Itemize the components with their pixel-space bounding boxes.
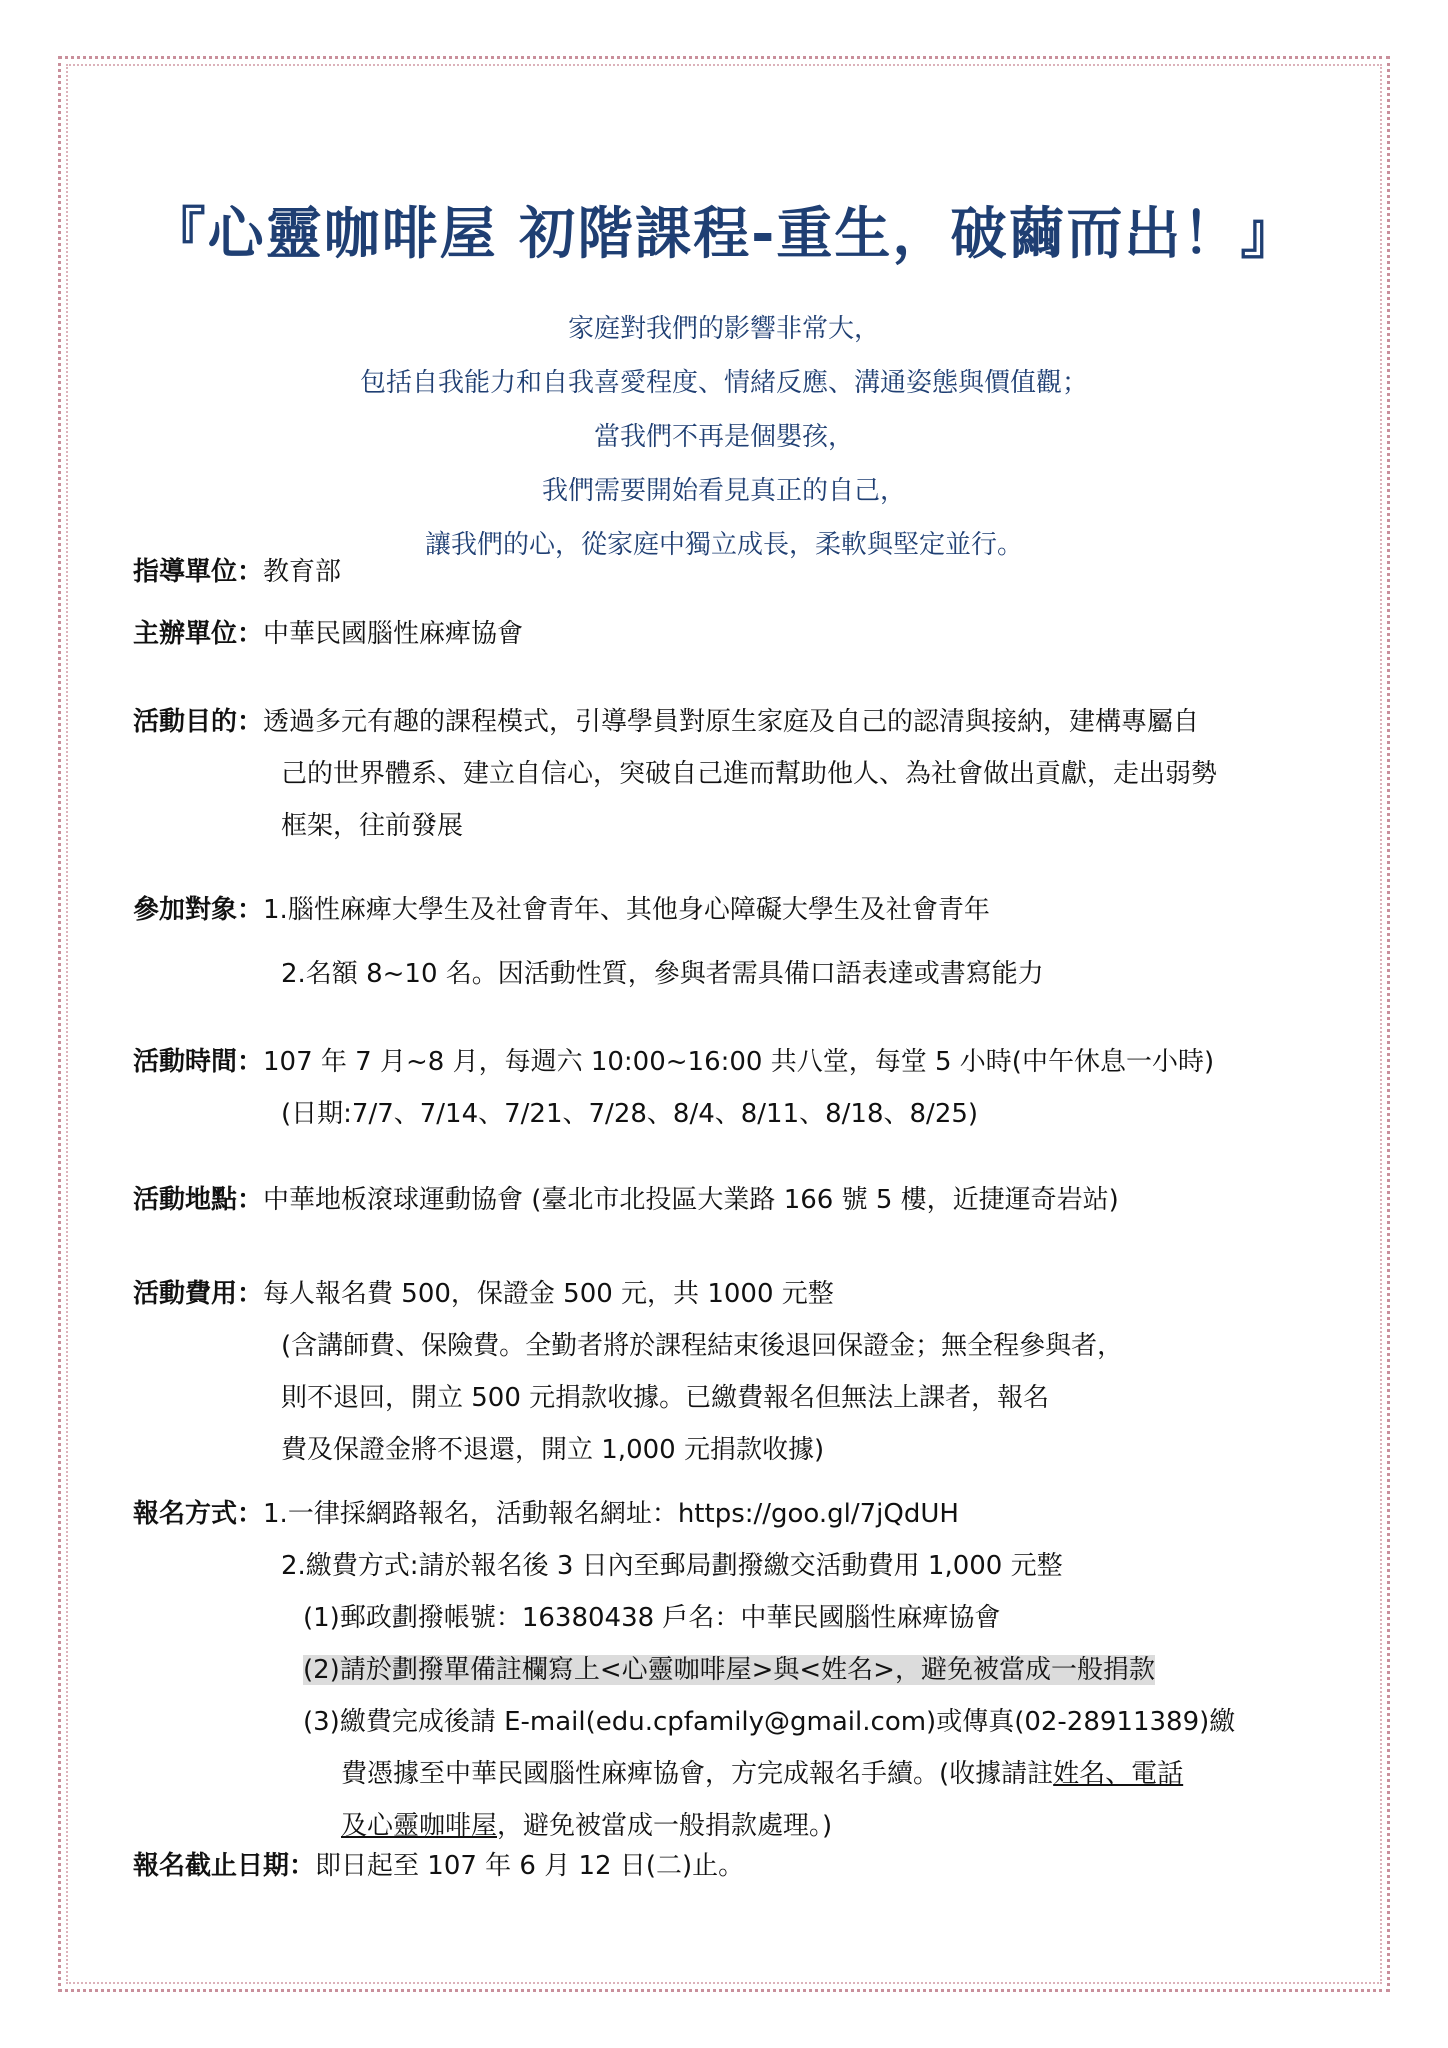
registration-url-line: 1.一律採網路報名，活動報名網址：https://goo.gl/7jQdUH (263, 1499, 959, 1529)
location-section (133, 1174, 1333, 1226)
target-item: 2.名額 8~10 名。因活動性質，參與者需具備口語表達或書寫能力 (281, 959, 1044, 989)
time-label: 活動時間： (133, 1047, 264, 1077)
intro-line: 讓我們的心，從家庭中獨立成長，柔軟與堅定並行。 (424, 530, 1023, 560)
purpose-line: 己的世界體系、建立自信心，突破自己進而幫助他人、為社會做出貢獻，走出弱勢 (281, 759, 1218, 789)
fee-section (133, 1268, 1333, 1476)
intro-line: 家庭對我們的影響非常大， (567, 314, 880, 344)
registration-note-line: (2)請於劃撥單備註欄寫上<心靈咖啡屋>與<姓名>，避免被當成一般捐款 (303, 1655, 1155, 1685)
purpose-line: 框架，往前發展 (281, 811, 464, 841)
registration-label: 報名方式： (133, 1499, 264, 1529)
guide-section (133, 546, 1333, 598)
fee-line: 費及保證金將不退還，開立 1,000 元捐款收據) (281, 1435, 825, 1465)
deadline-section (133, 1840, 1333, 1892)
registration-proof-underlined: 及心靈咖啡屋 (341, 1811, 498, 1841)
registration-proof-line: 費憑據至中華民國腦性麻痺協會，方完成報名手續。(收據請註 (341, 1759, 1054, 1789)
guide-value: 教育部 (263, 557, 342, 587)
registration-proof-line: ，避免被當成一般捐款處理。) (497, 1811, 833, 1841)
organizer-value: 中華民國腦性麻痺協會 (263, 619, 524, 649)
registration-section (133, 1488, 1333, 1852)
fee-line: 每人報名費 500，保證金 500 元，共 1000 元整 (263, 1279, 834, 1309)
guide-label: 指導單位： (133, 557, 264, 587)
intro-line: 我們需要開始看見真正的自己， (541, 476, 906, 506)
target-section (133, 884, 1333, 1000)
intro-line: 包括自我能力和自我喜愛程度、情緒反應、溝通姿態與價值觀； (359, 368, 1088, 398)
location-label: 活動地點： (133, 1185, 264, 1215)
fee-line: 則不退回，開立 500 元捐款收據。已繳費報名但無法上課者，報名 (281, 1383, 1050, 1413)
purpose-section (133, 696, 1333, 852)
purpose-label: 活動目的： (133, 707, 264, 737)
time-section (133, 1036, 1333, 1140)
registration-payment-line: 2.繳費方式:請於報名後 3 日內至郵局劃撥繳交活動費用 1,000 元整 (281, 1551, 1063, 1581)
registration-proof-line: (3)繳費完成後請 E-mail(edu.cpfamily@gmail.com)或傳真(02-28911389)繳 (303, 1707, 1236, 1737)
fee-line: (含講師費、保險費。全勤者將於課程結束後退回保證金；無全程參與者， (281, 1331, 1124, 1361)
deadline-value: 即日起至 107 年 6 月 12 日(二)止。 (315, 1851, 745, 1881)
purpose-line: 透過多元有趣的課程模式，引導學員對原生家庭及自己的認清與接納，建構專屬自 (263, 707, 1200, 737)
target-item: 1.腦性麻痺大學生及社會青年、其他身心障礙大學生及社會青年 (263, 895, 990, 925)
location-value: 中華地板滾球運動協會 (臺北市北投區大業路 166 號 5 樓，近捷運奇岩站) (263, 1185, 1119, 1215)
organizer-label: 主辦單位： (133, 619, 264, 649)
registration-account-line: (1)郵政劃撥帳號：16380438 戶名：中華民國腦性麻痺協會 (303, 1603, 1001, 1633)
intro-line: 當我們不再是個嬰孩， (593, 422, 854, 452)
page-title: 『心靈咖啡屋 初階課程-重生，破繭而出！』 (149, 202, 1299, 267)
intro-paragraph (0, 302, 1448, 572)
fee-label: 活動費用： (133, 1279, 264, 1309)
time-dates: (日期:7/7、7/14、7/21、7/28、8/4、8/11、8/18、8/25) (281, 1099, 979, 1129)
organizer-section (133, 608, 1333, 660)
deadline-label: 報名截止日期： (133, 1851, 316, 1881)
time-value: 107 年 7 月~8 月，每週六 10:00~16:00 共八堂，每堂 5 小時(中午休息一小時) (263, 1047, 1215, 1077)
registration-proof-underlined: 姓名、電話 (1053, 1759, 1184, 1789)
target-label: 參加對象： (133, 895, 264, 925)
